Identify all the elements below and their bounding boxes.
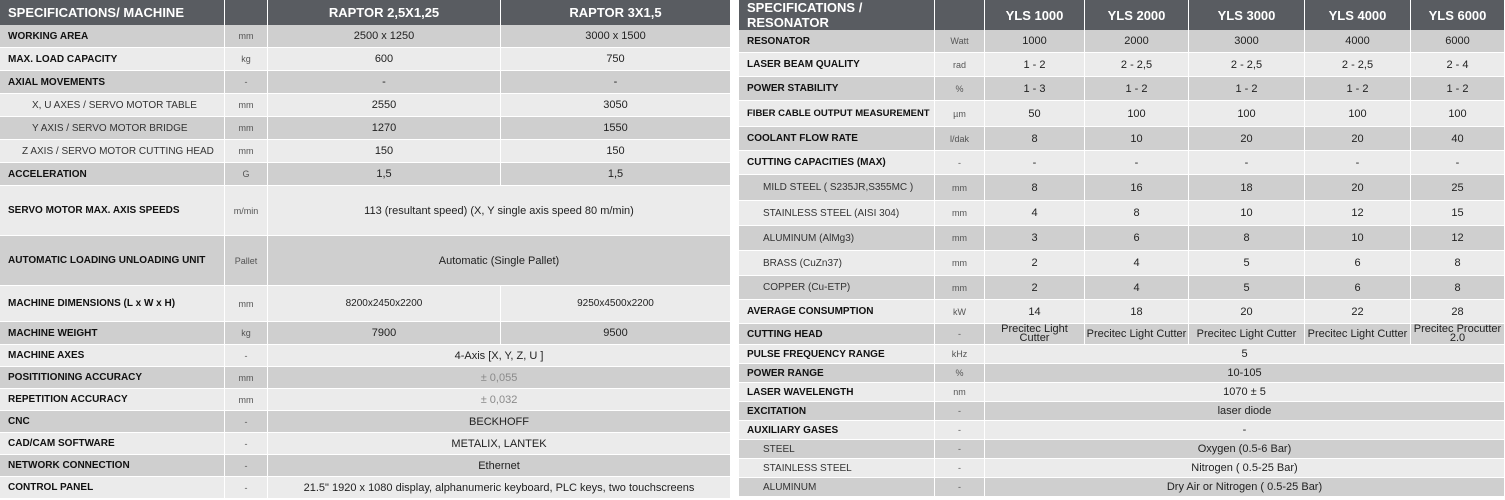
- table-row: [0, 322, 731, 345]
- row-value: 4-Axis [X, Y, Z, U ]: [268, 345, 731, 367]
- resonator-header-model-4: YLS 4000: [1305, 0, 1411, 30]
- row-value: 100: [1305, 101, 1411, 127]
- row-value: -: [268, 71, 501, 94]
- row-unit: -: [225, 411, 268, 433]
- table-row: [0, 163, 731, 186]
- row-value: 8: [985, 175, 1085, 201]
- row-value: ± 0,032: [268, 389, 731, 411]
- row-value: 10: [1189, 201, 1305, 226]
- row-value: 2 - 2,5: [1189, 53, 1305, 77]
- row-value: 50: [985, 101, 1085, 127]
- row-value: 2 - 2,5: [1085, 53, 1189, 77]
- row-value: 1000: [985, 30, 1085, 53]
- row-unit: -: [225, 345, 268, 367]
- table-row: [0, 25, 731, 48]
- row-label: COPPER (Cu-ETP): [739, 276, 935, 300]
- row-value: 1070 ± 5: [985, 383, 1505, 402]
- row-label: Z AXIS / SERVO MOTOR CUTTING HEAD: [0, 140, 225, 163]
- row-value: 18: [1189, 175, 1305, 201]
- row-value: 25: [1411, 175, 1505, 201]
- row-value: 100: [1085, 101, 1189, 127]
- row-value: 6000: [1411, 30, 1505, 53]
- row-unit: rad: [935, 53, 985, 77]
- row-label: LASER BEAM QUALITY: [739, 53, 935, 77]
- table-row: [739, 53, 1505, 77]
- row-unit: mm: [225, 94, 268, 117]
- table-row: [739, 383, 1505, 402]
- row-value: 1550: [501, 117, 731, 140]
- table-row: [0, 477, 731, 499]
- row-value: Precitec Light Cutter: [985, 324, 1085, 345]
- row-unit: -: [225, 71, 268, 94]
- table-row: [739, 175, 1505, 201]
- row-value: 9250x4500x2200: [501, 286, 731, 322]
- row-value: Precitec Light Cutter: [1305, 324, 1411, 345]
- row-label: RESONATOR: [739, 30, 935, 53]
- machine-header-model-1: RAPTOR 2,5X1,25: [268, 0, 501, 25]
- row-value: -: [1085, 151, 1189, 175]
- row-value: Ethernet: [268, 455, 731, 477]
- resonator-spec-table: [739, 0, 1505, 497]
- row-value: 4000: [1305, 30, 1411, 53]
- row-value: 10: [1305, 226, 1411, 251]
- table-row: [0, 345, 731, 367]
- row-value: 40: [1411, 127, 1505, 151]
- table-row: [739, 324, 1505, 345]
- row-unit: -: [935, 478, 985, 497]
- row-label: CNC: [0, 411, 225, 433]
- row-unit: mm: [935, 276, 985, 300]
- row-value: -: [1411, 151, 1505, 175]
- row-unit: nm: [935, 383, 985, 402]
- row-value: 2: [985, 276, 1085, 300]
- row-unit: -: [935, 459, 985, 478]
- row-value: 8: [1411, 251, 1505, 276]
- row-unit: %: [935, 364, 985, 383]
- table-row: [0, 367, 731, 389]
- row-value: 1,5: [268, 163, 501, 186]
- row-value: 8: [1085, 201, 1189, 226]
- row-label: SERVO MOTOR MAX. AXIS SPEEDS: [0, 186, 225, 236]
- row-value: laser diode: [985, 402, 1505, 421]
- table-row: [0, 433, 731, 455]
- table-row: [0, 94, 731, 117]
- row-unit: l/dak: [935, 127, 985, 151]
- row-unit: -: [935, 421, 985, 440]
- table-row: [739, 478, 1505, 497]
- row-label: LASER WAVELENGTH: [739, 383, 935, 402]
- table-row: [739, 276, 1505, 300]
- table-row: [0, 411, 731, 433]
- row-value: Nitrogen ( 0.5-25 Bar): [985, 459, 1505, 478]
- row-label: CUTTING HEAD: [739, 324, 935, 345]
- row-unit: m/min: [225, 186, 268, 236]
- row-value: Oxygen (0.5-6 Bar): [985, 440, 1505, 459]
- resonator-header-model-3: YLS 3000: [1189, 0, 1305, 30]
- table-row: [739, 402, 1505, 421]
- row-value: 20: [1189, 127, 1305, 151]
- table-row: [0, 389, 731, 411]
- row-value: 1270: [268, 117, 501, 140]
- row-label: ALUMINUM (AlMg3): [739, 226, 935, 251]
- row-label: STEEL: [739, 440, 935, 459]
- row-label: POSITITIONING ACCURACY: [0, 367, 225, 389]
- row-value: BECKHOFF: [268, 411, 731, 433]
- row-unit: -: [935, 324, 985, 345]
- row-label: CUTTING CAPACITIES (MAX): [739, 151, 935, 175]
- resonator-header-model-5: YLS 6000: [1411, 0, 1505, 30]
- table-row: [739, 459, 1505, 478]
- row-value: 1 - 2: [1085, 77, 1189, 101]
- table-row: [739, 127, 1505, 151]
- row-value: Dry Air or Nitrogen ( 0.5-25 Bar): [985, 478, 1505, 497]
- row-unit: mm: [225, 25, 268, 48]
- row-value: 3: [985, 226, 1085, 251]
- row-value: 3000: [1189, 30, 1305, 53]
- table-row: [739, 101, 1505, 127]
- row-value: 4: [985, 201, 1085, 226]
- row-value: -: [985, 151, 1085, 175]
- row-label: NETWORK CONNECTION: [0, 455, 225, 477]
- row-value: 2 - 4: [1411, 53, 1505, 77]
- row-unit: µm: [935, 101, 985, 127]
- row-value: 2000: [1085, 30, 1189, 53]
- row-value: 12: [1411, 226, 1505, 251]
- machine-header-unit: [225, 0, 268, 25]
- row-unit: mm: [225, 140, 268, 163]
- table-row: [739, 77, 1505, 101]
- row-value: 22: [1305, 300, 1411, 324]
- row-label: AUTOMATIC LOADING UNLOADING UNIT: [0, 236, 225, 286]
- row-unit: Watt: [935, 30, 985, 53]
- row-unit: -: [225, 477, 268, 499]
- row-value: 9500: [501, 322, 731, 345]
- table-row: [0, 236, 731, 286]
- machine-header-model-2: RAPTOR 3X1,5: [501, 0, 731, 25]
- table-row: [739, 251, 1505, 276]
- row-value: 10-105: [985, 364, 1505, 383]
- row-label: X, U AXES / SERVO MOTOR TABLE: [0, 94, 225, 117]
- row-value: 12: [1305, 201, 1411, 226]
- row-label: POWER RANGE: [739, 364, 935, 383]
- table-row: [739, 440, 1505, 459]
- row-value: -: [1189, 151, 1305, 175]
- resonator-header-model-1: YLS 1000: [985, 0, 1085, 30]
- row-label: AVERAGE CONSUMPTION: [739, 300, 935, 324]
- table-row: [739, 364, 1505, 383]
- table-row: [0, 455, 731, 477]
- row-label: Y AXIS / SERVO MOTOR BRIDGE: [0, 117, 225, 140]
- row-value: 16: [1085, 175, 1189, 201]
- row-value: 20: [1305, 127, 1411, 151]
- row-label: COOLANT FLOW RATE: [739, 127, 935, 151]
- row-unit: mm: [225, 389, 268, 411]
- row-value: 6: [1085, 226, 1189, 251]
- row-value: 4: [1085, 251, 1189, 276]
- row-unit: kg: [225, 48, 268, 71]
- machine-spec-table: [0, 0, 731, 499]
- row-value: 6: [1305, 276, 1411, 300]
- row-value: 7900: [268, 322, 501, 345]
- row-value: 1 - 2: [1189, 77, 1305, 101]
- row-unit: mm: [935, 226, 985, 251]
- table-row: [739, 421, 1505, 440]
- table-row: [0, 186, 731, 236]
- row-value: 8200x2450x2200: [268, 286, 501, 322]
- row-value: 14: [985, 300, 1085, 324]
- row-label: STAINLESS STEEL (AISI 304): [739, 201, 935, 226]
- row-unit: Pallet: [225, 236, 268, 286]
- row-value: 113 (resultant speed) (X, Y single axis speed 80 m/min): [268, 186, 731, 236]
- row-value: 8: [1189, 226, 1305, 251]
- resonator-header-unit: [935, 0, 985, 30]
- row-value: 2: [985, 251, 1085, 276]
- row-value: -: [501, 71, 731, 94]
- row-value: 5: [1189, 276, 1305, 300]
- table-row: [0, 71, 731, 94]
- row-value: Automatic (Single Pallet): [268, 236, 731, 286]
- row-label: POWER STABILITY: [739, 77, 935, 101]
- row-label: AXIAL MOVEMENTS: [0, 71, 225, 94]
- machine-header-row: [0, 0, 731, 25]
- row-unit: mm: [935, 201, 985, 226]
- row-value: 3000 x 1500: [501, 25, 731, 48]
- row-value: 3050: [501, 94, 731, 117]
- row-value: -: [985, 421, 1505, 440]
- row-value: 10: [1085, 127, 1189, 151]
- table-row: [739, 345, 1505, 364]
- row-value: 5: [985, 345, 1505, 364]
- row-value: 21.5" 1920 x 1080 display, alphanumeric keyboard, PLC keys, two touchscreens: [268, 477, 731, 499]
- row-label: CAD/CAM SOFTWARE: [0, 433, 225, 455]
- row-unit: mm: [225, 367, 268, 389]
- row-label: STAINLESS STEEL: [739, 459, 935, 478]
- row-label: MACHINE DIMENSIONS (L x W x H): [0, 286, 225, 322]
- row-unit: -: [225, 433, 268, 455]
- row-value: 6: [1305, 251, 1411, 276]
- row-value: METALIX, LANTEK: [268, 433, 731, 455]
- table-row: [739, 226, 1505, 251]
- machine-header-title: SPECIFICATIONS/ MACHINE: [0, 0, 225, 25]
- row-value: 100: [1411, 101, 1505, 127]
- row-value: 20: [1305, 175, 1411, 201]
- row-unit: G: [225, 163, 268, 186]
- row-value: 4: [1085, 276, 1189, 300]
- row-label: WORKING AREA: [0, 25, 225, 48]
- row-label: ALUMINUM: [739, 478, 935, 497]
- row-unit: -: [935, 402, 985, 421]
- row-value: ± 0,055: [268, 367, 731, 389]
- row-unit: mm: [935, 175, 985, 201]
- row-value: 2550: [268, 94, 501, 117]
- row-unit: mm: [225, 117, 268, 140]
- row-unit: kW: [935, 300, 985, 324]
- row-label: MACHINE WEIGHT: [0, 322, 225, 345]
- row-label: CONTROL PANEL: [0, 477, 225, 499]
- row-value: Precitec Procutter 2.0: [1411, 324, 1505, 345]
- row-value: Precitec Light Cutter: [1189, 324, 1305, 345]
- row-unit: -: [225, 455, 268, 477]
- row-value: 1 - 3: [985, 77, 1085, 101]
- row-unit: kg: [225, 322, 268, 345]
- row-value: 1 - 2: [985, 53, 1085, 77]
- table-row: [0, 117, 731, 140]
- row-value: 18: [1085, 300, 1189, 324]
- row-unit: mm: [935, 251, 985, 276]
- row-value: 150: [501, 140, 731, 163]
- row-value: 2500 x 1250: [268, 25, 501, 48]
- row-value: 1 - 2: [1305, 77, 1411, 101]
- row-value: 5: [1189, 251, 1305, 276]
- table-row: [739, 151, 1505, 175]
- row-value: 1 - 2: [1411, 77, 1505, 101]
- row-label: REPETITION ACCURACY: [0, 389, 225, 411]
- row-label: MAX. LOAD CAPACITY: [0, 48, 225, 71]
- row-label: AUXILIARY GASES: [739, 421, 935, 440]
- row-label: ACCELERATION: [0, 163, 225, 186]
- table-row: [739, 201, 1505, 226]
- row-value: 15: [1411, 201, 1505, 226]
- row-value: 150: [268, 140, 501, 163]
- row-label: PULSE FREQUENCY RANGE: [739, 345, 935, 364]
- row-value: 600: [268, 48, 501, 71]
- table-row: [0, 140, 731, 163]
- row-value: -: [1305, 151, 1411, 175]
- row-value: 20: [1189, 300, 1305, 324]
- resonator-header-title: SPECIFICATIONS / RESONATOR: [739, 0, 935, 30]
- row-label: FIBER CABLE OUTPUT MEASUREMENT: [739, 101, 935, 127]
- row-value: 750: [501, 48, 731, 71]
- table-row: [739, 30, 1505, 53]
- row-value: 8: [985, 127, 1085, 151]
- row-label: EXCITATION: [739, 402, 935, 421]
- table-row: [0, 286, 731, 322]
- row-value: 28: [1411, 300, 1505, 324]
- table-row: [739, 300, 1505, 324]
- row-unit: mm: [225, 286, 268, 322]
- row-value: Precitec Light Cutter: [1085, 324, 1189, 345]
- row-unit: -: [935, 440, 985, 459]
- row-value: 8: [1411, 276, 1505, 300]
- row-unit: -: [935, 151, 985, 175]
- resonator-header-model-2: YLS 2000: [1085, 0, 1189, 30]
- row-label: MACHINE AXES: [0, 345, 225, 367]
- row-value: 1,5: [501, 163, 731, 186]
- row-unit: %: [935, 77, 985, 101]
- table-row: [0, 48, 731, 71]
- row-value: 100: [1189, 101, 1305, 127]
- resonator-header-row: [739, 0, 1505, 30]
- row-label: MILD STEEL ( S235JR,S355MC ): [739, 175, 935, 201]
- row-value: 2 - 2,5: [1305, 53, 1411, 77]
- row-label: BRASS (CuZn37): [739, 251, 935, 276]
- row-unit: kHz: [935, 345, 985, 364]
